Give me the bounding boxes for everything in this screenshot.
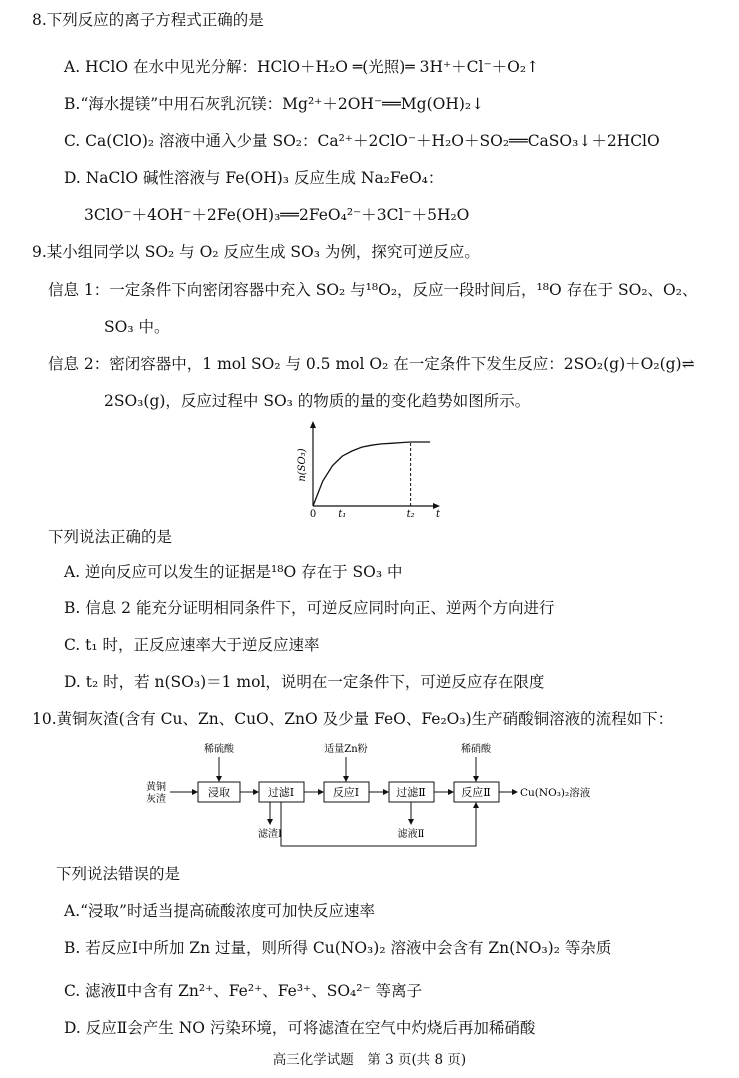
- q10-option-a: A.“浸取”时适当提高硫酸浓度可加快反应速率: [64, 902, 375, 920]
- q8-option-a: A. HClO 在水中见光分解：HClO＋H₂O ═(光照)═ 3H⁺＋Cl⁻＋O₂↑: [64, 58, 540, 76]
- flow-input-label-2: 灰渣: [146, 794, 166, 805]
- chart-series-line: [313, 442, 430, 506]
- flow-arrowhead-output: [512, 789, 518, 795]
- flow-reagent-nitric-acid: 稀硝酸: [461, 744, 491, 755]
- page-footer: 高三化学试题 第 3 页(共 8 页): [272, 1052, 467, 1068]
- flow-arrowhead-filtrate-2: [408, 819, 414, 825]
- flow-reagent-sulfuric-acid: 稀硫酸: [204, 744, 234, 755]
- q9-stem: 9.某小组同学以 SO₂ 与 O₂ 反应生成 SO₃ 为例，探究可逆反应。: [32, 243, 480, 261]
- q9-info2: 信息 2：密闭容器中，1 mol SO₂ 与 0.5 mol O₂ 在一定条件下发生反应：2SO₂(g)＋O₂(g)⇌: [48, 355, 695, 373]
- q9-option-a: A. 逆向反应可以发生的证据是¹⁸O 存在于 SO₃ 中: [64, 563, 403, 581]
- flow-input-label-1: 黄铜: [146, 782, 166, 793]
- flow-residue-1-label: 滤渣Ⅰ: [258, 829, 282, 840]
- flow-arrowhead-reagent-2: [343, 776, 349, 782]
- flow-arrowhead-3: [383, 789, 389, 795]
- q8-option-c: C. Ca(ClO)₂ 溶液中通入少量 SO₂：Ca²⁺＋2ClO⁻＋H₂O＋SO₂══CaSO₃↓＋2HClO: [64, 132, 660, 150]
- flow-recycle-line: [281, 802, 476, 846]
- flow-arrowhead-4: [448, 789, 454, 795]
- flow-box-filter-1-label: 过滤Ⅰ: [267, 786, 295, 799]
- flow-arrowhead-2: [318, 789, 324, 795]
- chart-x-tick-t1: t₁: [338, 509, 347, 520]
- q8-option-d: D. NaClO 碱性溶液与 Fe(OH)₃ 反应生成 Na₂FeO₄：: [64, 169, 444, 187]
- so3-amount-chart: [288, 418, 458, 520]
- flow-arrowhead-reagent-1: [216, 776, 222, 782]
- chart-x-axis-label: t: [435, 509, 441, 520]
- q10-option-c: C. 滤液Ⅱ中含有 Zn²⁺、Fe²⁺、Fe³⁺、SO₄²⁻ 等离子: [64, 982, 423, 1000]
- flow-box-reaction-2-label: 反应Ⅱ: [461, 786, 491, 799]
- q8-option-b: B.“海水提镁”中用石灰乳沉镁：Mg²⁺＋2OH⁻══Mg(OH)₂↓: [64, 95, 485, 113]
- flow-box-leaching-label: 浸取: [208, 786, 230, 799]
- flow-filtrate-2-label: 滤液Ⅱ: [397, 829, 425, 840]
- flow-arrowhead-1: [253, 789, 259, 795]
- flow-arrowhead-recycle: [473, 802, 479, 808]
- q9-option-c: C. t₁ 时，正反应速率大于逆反应速率: [64, 636, 320, 654]
- chart-y-axis-label: n(SO₃): [297, 448, 308, 482]
- q10-option-b: B. 若反应Ⅰ中所加 Zn 过量，则所得 Cu(NO₃)₂ 溶液中会含有 Zn(NO₃)₂ 等杂质: [64, 939, 612, 957]
- q8-stem: 8.下列反应的离子方程式正确的是: [32, 11, 264, 29]
- flow-arrowhead-residue-1: [267, 819, 273, 825]
- process-flow-diagram: [138, 740, 608, 852]
- chart-x-tick-t2: t₂: [406, 509, 415, 520]
- chart-y-axis-arrow: [310, 421, 316, 428]
- q10-stem: 10.黄铜灰渣(含有 Cu、Zn、CuO、ZnO 及少量 FeO、Fe₂O₃)生产硝酸铜溶液的流程如下：: [32, 710, 674, 728]
- q9-info1-cont: SO₃ 中。: [104, 318, 170, 336]
- flow-arrowhead-input: [192, 789, 198, 795]
- flow-box-reaction-1-label: 反应Ⅰ: [332, 786, 360, 799]
- q10-prompt: 下列说法错误的是: [56, 865, 181, 883]
- q9-option-d: D. t₂ 时，若 n(SO₃)＝1 mol，说明在一定条件下，可逆反应存在限度: [64, 673, 545, 691]
- q8-option-d-equation: 3ClO⁻＋4OH⁻＋2Fe(OH)₃══2FeO₄²⁻＋3Cl⁻＋5H₂O: [84, 206, 470, 224]
- q10-option-d: D. 反应Ⅱ会产生 NO 污染环境，可将滤渣在空气中灼烧后再加稀硝酸: [64, 1019, 536, 1037]
- chart-x-tick-0: 0: [309, 509, 317, 520]
- flow-product-label: Cu(NO₃)₂溶液: [520, 787, 591, 799]
- flow-arrowhead-reagent-3: [473, 776, 479, 782]
- flow-box-filter-2-label: 过滤Ⅱ: [396, 786, 426, 799]
- q9-prompt: 下列说法正确的是: [48, 528, 173, 546]
- q9-info1: 信息 1：一定条件下向密闭容器中充入 SO₂ 与¹⁸O₂，反应一段时间后，¹⁸O 存在于 SO₂、O₂、: [48, 281, 698, 299]
- q9-option-b: B. 信息 2 能充分证明相同条件下，可逆反应同时向正、逆两个方向进行: [64, 599, 555, 617]
- q9-info2-cont: 2SO₃(g)，反应过程中 SO₃ 的物质的量的变化趋势如图所示。: [104, 392, 531, 410]
- flow-reagent-zn-powder: 适量Zn粉: [324, 744, 368, 755]
